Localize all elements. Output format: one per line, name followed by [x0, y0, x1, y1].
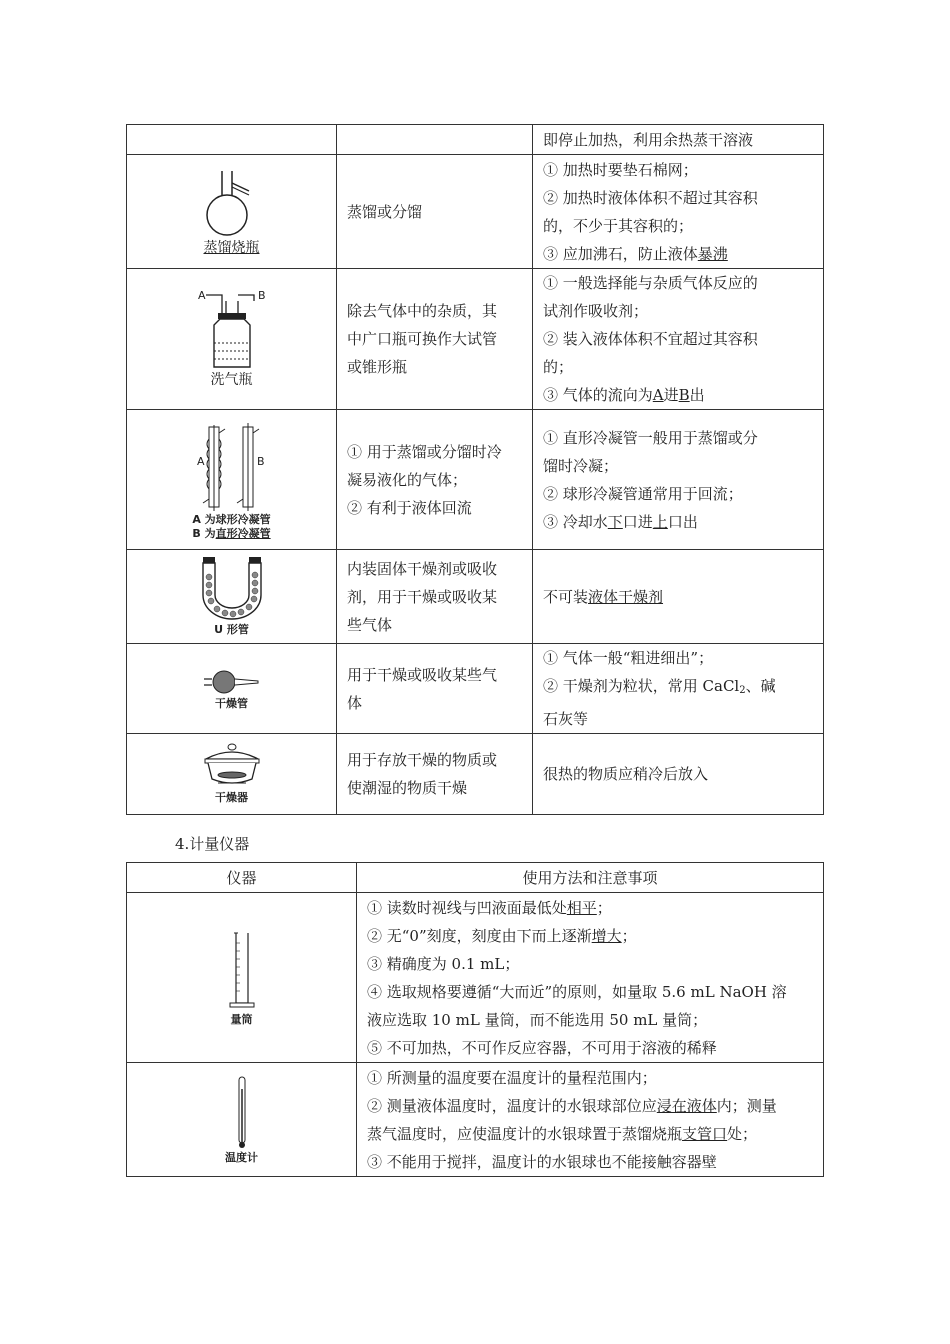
image-cell: [127, 269, 337, 410]
use-cell: 用于干燥或吸收某些气 体: [337, 644, 533, 734]
table-row: [127, 644, 824, 734]
header-usage: 使用方法和注意事项: [357, 863, 824, 893]
label-a: A: [197, 289, 206, 302]
image-cell: [127, 644, 337, 734]
table-header: [127, 863, 824, 893]
drying-tube-icon: [202, 667, 262, 697]
u-tube-icon: [197, 557, 267, 623]
thermometer-icon: [227, 1075, 257, 1151]
desiccator-caption: 干燥器: [215, 791, 248, 804]
use-cell: ① 用于蒸馏或分馏时冷 凝易液化的气体； ② 有利于液体回流: [337, 410, 533, 550]
label-b: B: [257, 289, 266, 302]
header-instrument: 仪器: [127, 863, 357, 893]
label-a: A: [196, 454, 205, 468]
image-cell: [127, 550, 337, 644]
usage-cell: ① 所测量的温度要在温度计的量程范围内； ② 测量液体温度时，温度计的水银球部位应浸在液体内；测量 蒸气温度时，应使温度计的水银球置于蒸馏烧瓶支管口处； ③ 不能用于搅拌，温度计的水银球也不能接触容器壁: [357, 1063, 824, 1177]
table-row: [127, 1063, 824, 1177]
table-row: [127, 550, 824, 644]
table-row: [127, 269, 824, 410]
apparatus-table: [126, 124, 824, 815]
graduated-cylinder-icon: [222, 929, 262, 1013]
table-row: [127, 155, 824, 269]
note-cell: ① 气体一般“粗进细出”； ② 干燥剂为粒状，常用 CaCl$_2$、碱 石灰等: [533, 644, 824, 734]
use-cell: 蒸馏或分馏: [337, 155, 533, 269]
note-cell: ① 一般选择能与杂质气体反应的 试剂作吸收剂； ② 装入液体体积不宜超过其容积 的； ③ 气体的流向为A进B出: [533, 269, 824, 410]
table-row: [127, 893, 824, 1063]
use-cell: 用于存放干燥的物质或 使潮湿的物质干燥: [337, 734, 533, 815]
condenser-caption-a: A 为球形冷凝管: [192, 512, 271, 526]
u-tube-caption: U 形管: [214, 622, 249, 636]
image-cell: [127, 893, 357, 1063]
usage-cell: ① 读数时视线与凹液面最低处相平； ② 无“0”刻度，刻度由下而上逐渐增大； ③ 精确度为 0.1 mL； ④ 选取规格要遵循“大而近”的原则，如量取 5.6 mL NaOH 溶 液应选取 10 mL 量筒，而不能选用 50 mL 量筒； ⑤ 不可加热，不可作反应容器，不可用于溶液的稀释: [357, 893, 824, 1063]
use-cell: 除去气体中的杂质，其 中广口瓶可换作大试管 或锥形瓶: [337, 269, 533, 410]
image-cell: A B A 为球形冷凝管 B 为直形冷凝管: [127, 410, 337, 550]
table-row: [127, 410, 824, 550]
section-title: 4.计量仪器: [175, 835, 250, 853]
image-cell: [127, 155, 337, 269]
table-row: [127, 734, 824, 815]
drying-tube-caption: 干燥管: [215, 696, 248, 710]
label-b: B: [256, 454, 265, 468]
note-cell: 不可装液体干燥剂: [533, 550, 824, 644]
measuring-instruments-table: [126, 862, 824, 1177]
table-row: [127, 125, 824, 155]
gas-washing-bottle-icon: [192, 289, 272, 371]
condenser-icon: [187, 419, 277, 513]
desiccator-icon: [202, 743, 262, 791]
use-cell: 内装固体干燥剂或吸收 剂，用于干燥或吸收某 些气体: [337, 550, 533, 644]
flask-caption: 蒸馏烧瓶: [203, 239, 260, 256]
note-cell: 即停止加热，利用余热蒸干溶液: [533, 125, 824, 155]
cylinder-caption: 量筒: [230, 1012, 253, 1026]
image-cell: [127, 1063, 357, 1177]
note-cell: ① 加热时要垫石棉网； ② 加热时液体体积不超过其容积 的，不少于其容积的； ③ 应加沸石，防止液体暴沸: [533, 155, 824, 269]
distillation-flask-icon: [197, 167, 267, 239]
thermometer-caption: 温度计: [225, 1150, 258, 1164]
bottle-caption: 洗气瓶: [210, 372, 253, 388]
note-cell: 很热的物质应稍冷后放入: [533, 734, 824, 815]
note-cell: ① 直形冷凝管一般用于蒸馏或分 馏时冷凝； ② 球形冷凝管通常用于回流； ③ 冷却水下口进上口出: [533, 410, 824, 550]
image-cell: [127, 734, 337, 815]
